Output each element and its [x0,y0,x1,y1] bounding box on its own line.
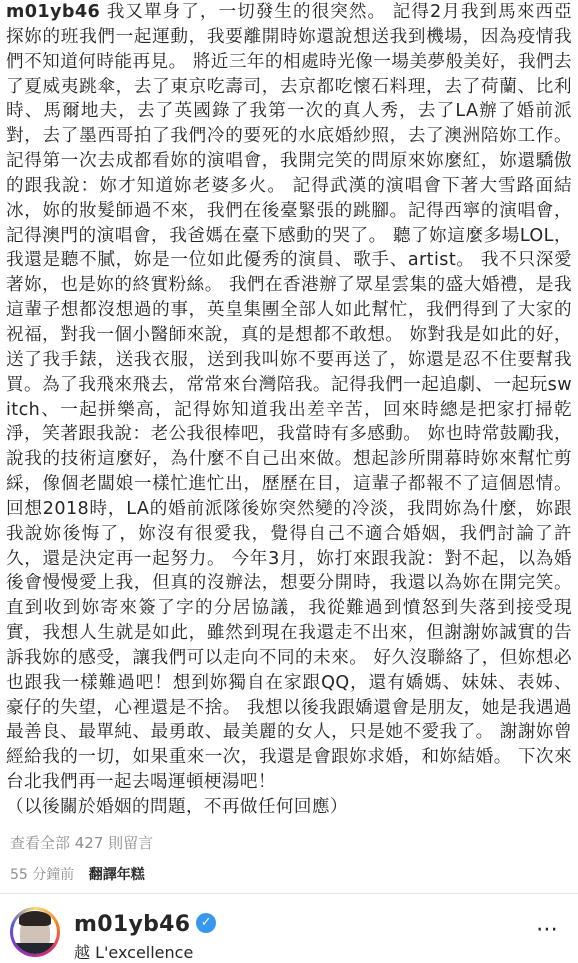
verified-badge-icon: ✓ [196,913,216,933]
author-handle-text[interactable]: m01yb46 [74,912,191,937]
caption-username[interactable]: m01yb46 [6,2,101,22]
avatar-photo [13,910,57,954]
post-caption [6,0,572,820]
post-time: 55 分鐘前 [10,867,75,883]
divider [0,893,578,894]
author-handle[interactable] [74,912,216,937]
caption-footnote: （以後關於婚姻的問題，不再做任何回應） [6,797,348,817]
author-header [0,895,578,960]
author-subtitle[interactable]: 越 L'excellence [74,943,194,962]
translate-link[interactable]: 翻譯年糕 [88,867,145,883]
avatar[interactable] [10,907,60,957]
post-meta [10,864,145,884]
more-options-icon[interactable]: ⋯ [536,917,560,942]
caption-text: 我又單身了，一切發生的很突然。 記得2月我到馬來西亞探妳的班我們一起運動，我要離開時妳還說想送我到機場，因為疫情我們不知道何時能再見。 將近三年的相處時光像一場美夢般美好，我們去了夏威夷跳傘，去了東京吃壽司，去京都吃懷石料理，去了荷蘭、比利時、馬爾地夫，去了英國錄了我第一次的真人秀，去了LA辦了婚前派對，去了墨西哥拍了我們冷的要死的水底婚紗照，去了澳洲陪妳工作。 記得第一次去成都看妳的演唱會，我開完笑的問原來妳麼紅，妳還驕傲的跟我說：妳才知道妳老婆多火。 記得武漢的演唱會下著大雪路面結冰，妳的妝髮師過不來，我們在後臺緊張的跳腳。記得西寧的演唱會，記得澳門的演唱會，我爸媽在臺下感動的哭了。 聽了妳這麼多場LOL，我還是聽不膩，妳是一位如此優秀的演員、歌手、artist。 我不只深愛著妳，也是妳的終實粉絲。 我們在香港辦了眾星雲集的盛大婚禮，是我這輩子想都沒想過的事，英皇集團全部人如此幫忙，我們得到了大家的祝福，對我一個小醫師來說，真的是想都不敢想。 妳對我是如此的好，送了我手錶，送我衣服，送到我叫妳不要再送了，妳還是忍不住要幫我買。為了我飛來飛去，常常來台灣陪我。記得我們一起追劇、一起玩switch、一起拼樂高，記得妳知道我出差辛苦，回來時總是把家打掃乾淨，笑著跟我說：老公我很棒吧，我當時有多感動。 妳也時常鼓勵我，說我的技術這麼好，為什麼不自己出來做。想起診所開幕時妳來幫忙剪綵，像個老闆娘一樣忙進忙出，歷歷在目，這輩子都報不了這個恩情。 回想2018時，LA的婚前派隊後妳突然變的冷淡，我問妳為什麼，妳跟我說妳後悔了，妳沒有很愛我，覺得自己不適合婚姻，我們討論了許久，還是決定再一起努力。 今年3月，妳打來跟我說：對不起，以為婚後會慢慢愛上我，但真的沒辦法，想要分開時，我還以為妳在開完笑。 直到收到妳寄來簽了字的分居協議，我從難過到憤怒到失落到接受現實，我想人生就是如此，雖然到現在我還走不出來，但謝謝妳誠實的告訴我妳的感受，讓我們可以走向不同的未來。 好久沒聯絡了，但妳想必也跟我一樣難過吧！想到妳獨自在家跟QQ，還有嬌媽、妹妹、表姊、豪仔的失望，心裡還是不捨。 我想以後我跟嬌還會是朋友，她是我遇過最善良、最單純、最勇敢、最美麗的女人，只是她不愛我了。 謝謝妳曾經給我的一切，如果重來一次，我還是會跟妳求婚，和妳結婚。 下次來台北我們再一起去喝運頓梗湯吧！ [6,2,572,793]
view-all-comments-link[interactable]: 查看全部 427 則留言 [10,834,154,852]
